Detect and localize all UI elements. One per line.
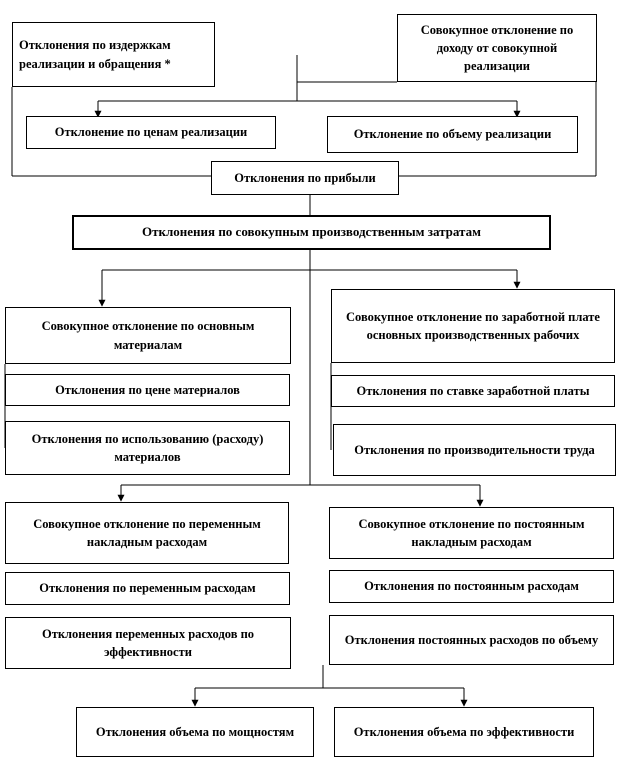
node-variable-costs: Отклонения по переменным расходам bbox=[5, 572, 290, 605]
node-total-variable-overhead: Совокупное отклонение по переменным накладным расходам bbox=[5, 502, 289, 564]
node-total-production-costs: Отклонения по совокупным производственным затратам bbox=[72, 215, 551, 250]
node-total-wages: Совокупное отклонение по заработной плате основных производственных рабочих bbox=[331, 289, 615, 363]
node-volume-efficiency: Отклонения объема по эффективности bbox=[334, 707, 594, 757]
node-material-price: Отклонения по цене материалов bbox=[5, 374, 290, 406]
node-price-realization: Отклонение по ценам реализации bbox=[26, 116, 276, 149]
node-cost-realization: Отклонения по издержкам реализации и обращения * bbox=[12, 22, 215, 87]
node-fixed-volume: Отклонения постоянных расходов по объему bbox=[329, 615, 614, 665]
node-profit: Отклонения по прибыли bbox=[211, 161, 399, 195]
node-volume-realization: Отклонение по объему реализации bbox=[327, 116, 578, 153]
node-variable-efficiency: Отклонения переменных расходов по эффективности bbox=[5, 617, 291, 669]
node-wage-rate: Отклонения по ставке заработной платы bbox=[331, 375, 615, 407]
node-volume-capacity: Отклонения объема по мощностям bbox=[76, 707, 314, 757]
node-total-income: Совокупное отклонение по доходу от совокупной реализации bbox=[397, 14, 597, 82]
node-total-materials: Совокупное отклонение по основным материалам bbox=[5, 307, 291, 364]
node-productivity: Отклонения по производительности труда bbox=[333, 424, 616, 476]
node-fixed-costs: Отклонения по постоянным расходам bbox=[329, 570, 614, 603]
node-material-usage: Отклонения по использованию (расходу) материалов bbox=[5, 421, 290, 475]
node-total-fixed-overhead: Совокупное отклонение по постоянным накладным расходам bbox=[329, 507, 614, 559]
